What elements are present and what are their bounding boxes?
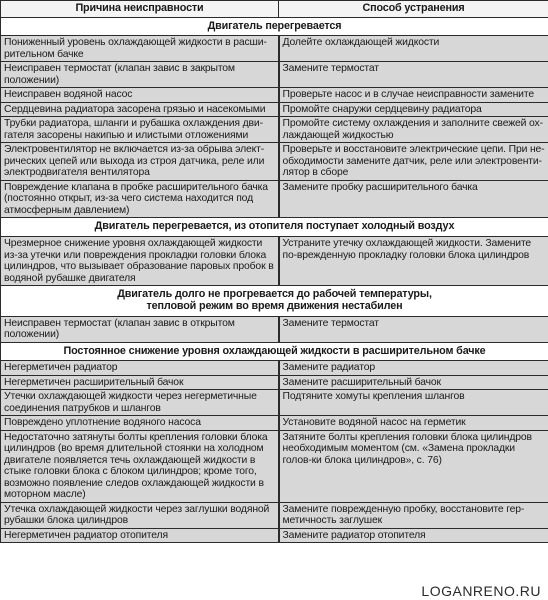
remedy-cell: Проверьте насос и в случае неисправности замените — [279, 88, 548, 103]
section-title: Двигатель перегревается, из отопителя поступает холодный воздух — [1, 218, 548, 237]
table-row — [1, 430, 548, 502]
table-body — [1, 17, 548, 543]
table-row — [1, 180, 548, 218]
watermark: LOGANRENO.RU — [418, 583, 544, 599]
header-row — [1, 1, 548, 18]
table-row — [1, 36, 548, 62]
cause-cell: Негерметичен радиатор — [1, 361, 279, 376]
remedy-cell: Затяните болты крепления головки блока цилиндров необходимым моментом (см. «Замена прокладки голов-ки блока цилиндров», с. 76) — [279, 430, 548, 502]
cause-cell: Чрезмерное снижение уровня охлаждающей жидкости из-за утечки или повреждения прокладки головки блока цилиндров, что вызывает образование паровых пробок в водяной рубашке двигателя — [1, 237, 279, 286]
remedy-cell: Устраните утечку охлаждающей жидкости. Замените по-врежденную прокладку головки блока цилиндров — [279, 237, 548, 286]
remedy-cell: Подтяните хомуты крепления шлангов — [279, 390, 548, 416]
header-remedy: Способ устранения — [279, 1, 548, 18]
table-row — [1, 237, 548, 286]
cause-cell: Неисправен водяной насос — [1, 88, 279, 103]
cause-cell: Недостаточно затянуты болты крепления головки блока цилиндров (во время длительной стоянки на холодном двигателе появляется течь охлаждающей жидкости в стыке головки блока с блоком цилиндров; кроме того, возможно появление следов охлаждающей жидкости в моторном масле) — [1, 430, 279, 502]
remedy-cell: Промойте систему охлаждения и заполните свежей ох-лаждающей жидкостью — [279, 117, 548, 143]
table-row — [1, 528, 548, 543]
remedy-cell: Установите водяной насос на герметик — [279, 416, 548, 431]
cause-cell: Повреждено уплотнение водяного насоса — [1, 416, 279, 431]
table-row — [1, 375, 548, 390]
cause-cell: Утечки охлаждающей жидкости через негерметичные соединения патрубков и шлангов — [1, 390, 279, 416]
cause-cell: Негерметичен расширительный бачок — [1, 375, 279, 390]
remedy-cell: Замените радиатор — [279, 361, 548, 376]
cause-cell: Пониженный уровень охлаждающей жидкости в расши-рительном бачке — [1, 36, 279, 62]
cause-cell: Сердцевина радиатора засорена грязью и насекомыми — [1, 102, 279, 117]
table-row — [1, 143, 548, 181]
section-title: Двигатель перегревается — [1, 17, 548, 36]
section-title: Двигатель долго не прогревается до рабочей температуры, тепловой режим во время движения нестабилен — [1, 286, 548, 317]
section-title: Постоянное снижение уровня охлаждающей жидкости в расширительном бачке — [1, 342, 548, 361]
remedy-cell: Замените термостат — [279, 316, 548, 342]
remedy-cell: Замените поврежденную пробку, восстановите гер-метичность заглушек — [279, 502, 548, 528]
table-row — [1, 62, 548, 88]
remedy-cell: Замените радиатор отопителя — [279, 528, 548, 543]
header-cause: Причина неисправности — [1, 1, 279, 18]
section-row — [1, 17, 548, 36]
remedy-cell: Промойте снаружи сердцевину радиатора — [279, 102, 548, 117]
cause-cell: Утечка охлаждающей жидкости через заглушки водяной рубашки блока цилиндров — [1, 502, 279, 528]
remedy-cell: Долейте охлаждающей жидкости — [279, 36, 548, 62]
table-row — [1, 102, 548, 117]
cause-cell: Неисправен термостат (клапан завис в закрытом положении) — [1, 62, 279, 88]
table-row — [1, 502, 548, 528]
remedy-cell: Замените пробку расширительного бачка — [279, 180, 548, 218]
table-row — [1, 390, 548, 416]
cause-cell: Негерметичен радиатор отопителя — [1, 528, 279, 543]
table-row — [1, 361, 548, 376]
cause-cell: Трубки радиатора, шланги и рубашка охлаждения дви-гателя засорены накипью и илистыми отложениями — [1, 117, 279, 143]
remedy-cell: Замените термостат — [279, 62, 548, 88]
remedy-cell: Замените расширительный бачок — [279, 375, 548, 390]
table-row — [1, 88, 548, 103]
table-row — [1, 416, 548, 431]
cause-cell: Неисправен термостат (клапан завис в открытом положении) — [1, 316, 279, 342]
section-row — [1, 286, 548, 317]
table-row — [1, 117, 548, 143]
cause-cell: Электровентилятор не включается из-за обрыва элект-рических цепей или выхода из строя датчика, реле или электродвигателя вентилятора — [1, 143, 279, 181]
cause-cell: Повреждение клапана в пробке расширительного бачка (постоянно открыт, из-за чего система находится под атмосферным давлением) — [1, 180, 279, 218]
section-row — [1, 218, 548, 237]
remedy-cell: Проверьте и восстановите электрические цепи. При не-обходимости замените датчик, реле или электровенти-лятор в сборе — [279, 143, 548, 181]
table-row — [1, 316, 548, 342]
section-row — [1, 342, 548, 361]
